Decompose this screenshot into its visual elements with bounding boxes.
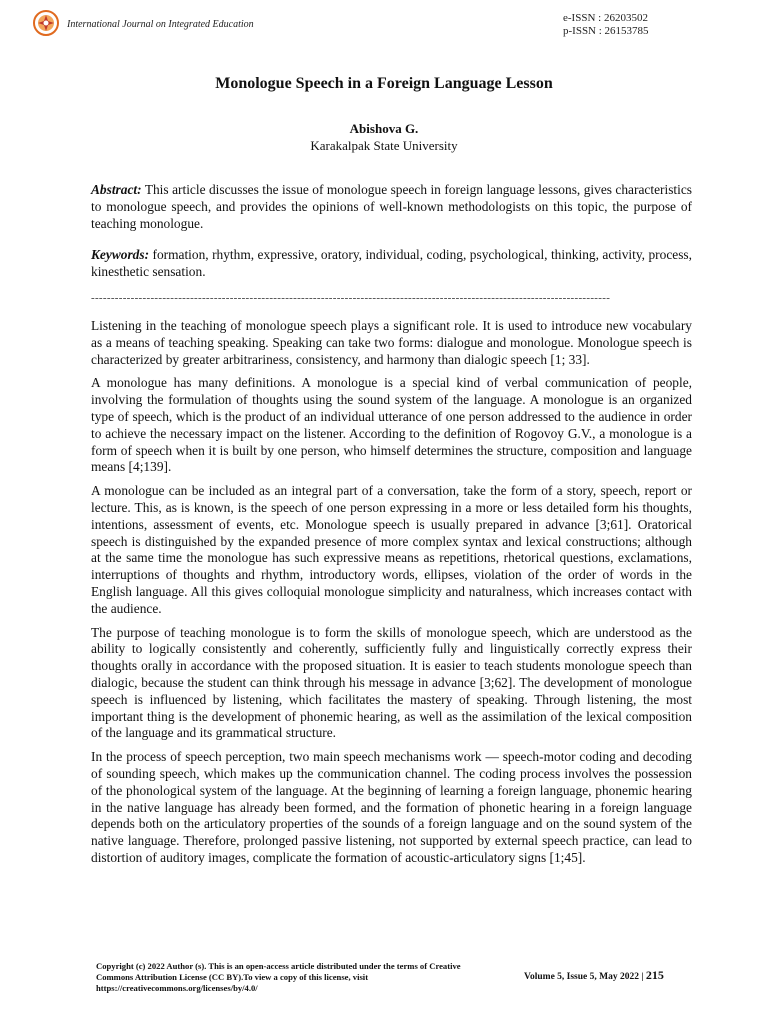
- author-affiliation: Karakalpak State University: [310, 138, 458, 153]
- issn-block: [563, 12, 649, 38]
- abstract-label: Abstract:: [91, 182, 142, 197]
- section-divider: -----------------------------------------------------------------------------------------------------------------------------------: [91, 292, 611, 304]
- e-issn: e-ISSN : 26203502: [563, 12, 648, 24]
- paragraph: A monologue can be included as an integral part of a conversation, take the form of a story, speech, report or lecture. This, as is known, is the speech of one person expressing in a more or less detailed form his thoughts, intentions, assessment of events, etc. Monologue speech is usually prepared in advance [3;61]. Oratorical speech is distinguished by the expanded presence of more complex syntax and lexical constructions; although at the same time the monologue has such expressive means as repetitions, rhetorical questions, exclamations, interruptions of thoughts and rhythm, introductory words, ellipses, violation of the order of words in the English language. All this gives colloquial monologue simplicity and naturalness, which increases contact with the audience.: [91, 483, 692, 616]
- author-name: Abishova G.: [349, 121, 419, 136]
- abstract: [91, 181, 692, 232]
- paragraph: The purpose of teaching monologue is to form the skills of monologue speech, which are understood as the ability to logically consistently and coherently, sufficiently fully and linguistically correctly express their thoughts orally in accordance with the proposed situation. It is easier to teach students monologue speech than dialogic, because the student can think through his message in advance [3;62]. The development of monologue speech is influenced by listening, which facilitates the mastery of speaking. Through listening, the most important thing is the development of phonemic hearing, as well as the assimilation of the lexical composition of the language and its grammatical structure.: [91, 624, 692, 741]
- journal-logo-icon: [33, 10, 59, 36]
- copyright-notice: Copyright (c) 2022 Author (s). This is an open-access article distributed under the terms of Creative Commons Attribution License (CC BY).To view a copy of this license, visit https://creativecommons.org/licenses/by/4.0/: [96, 961, 461, 993]
- abstract-text: This article discusses the issue of monologue speech in foreign language lessons, gives characteristics to monologue speech, and provides the opinions of well-known methodologists on this topic, the purpose of teaching monologue.: [91, 182, 692, 231]
- article-body: [91, 318, 692, 874]
- article-title: Monologue Speech in a Foreign Language Lesson: [215, 75, 553, 92]
- paragraph: In the process of speech perception, two main speech mechanisms work — speech-motor coding and decoding of sounding speech, which makes up the communication channel. The coding process involves the possession of the phonological system of the language. At the beginning of learning a foreign language, phonemic hearing in the native language has already been formed, and the formation of phonetic hearing in a foreign language depends both on the articulatory properties of the sounds of a foreign language and on the sound system of the native language. Therefore, prolonged passive listening, not supported by external speech practice, can lead to distortion of auditory images, complicate the formation of acoustic-articulatory signs [1;45].: [91, 749, 692, 865]
- volume-info: [524, 968, 664, 983]
- journal-name: International Journal on Integrated Education: [67, 19, 254, 30]
- p-issn: p-ISSN : 26153785: [563, 25, 649, 37]
- page-number: 215: [645, 968, 664, 982]
- keywords-label: Keywords:: [91, 247, 150, 262]
- keywords-text: formation, rhythm, expressive, oratory, individual, coding, psychological, thinking, activity, process, kinesthetic sensation.: [91, 247, 692, 279]
- paragraph: A monologue has many definitions. A monologue is a special kind of verbal communication of people, involving the formulation of thoughts using the sound system of the language. A monologue is an organized type of speech, which is the product of an individual utterance of one person addressed to the audience in order to achieve the necessary impact on the listener. According to the definition of Rogovoy G.V., a monologue is a form of speech when it is built by one person, who himself determines the structure, composition and language means [4;139].: [91, 375, 692, 475]
- keywords: [91, 246, 692, 280]
- volume-issue: Volume 5, Issue 5, May 2022 |: [524, 972, 644, 982]
- paragraph: Listening in the teaching of monologue speech plays a significant role. It is used to introduce new vocabulary as a means of teaching speaking. Speaking can take two forms: dialogue and monologue. Monologue speech is characterized by greater arbitrariness, consistency, and harmony than dialogic speech [1; 33].: [91, 318, 692, 367]
